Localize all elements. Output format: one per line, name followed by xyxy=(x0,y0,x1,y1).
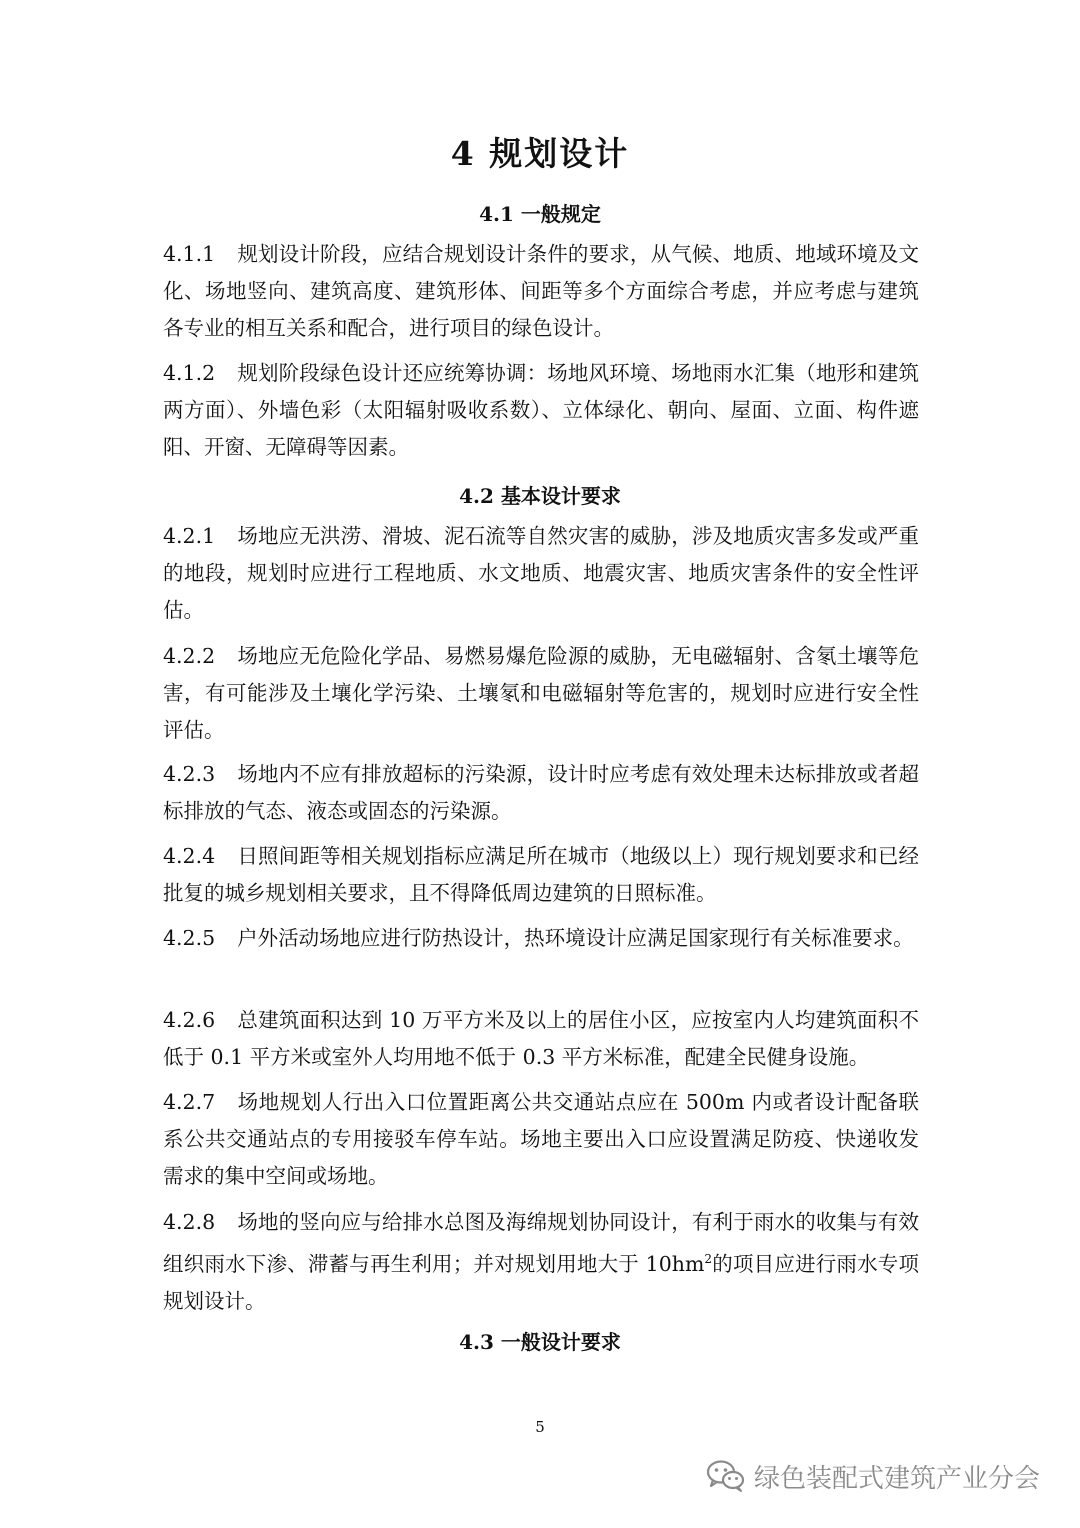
clause-4-2-6 xyxy=(163,1002,919,1076)
clause-number: 4.2.2 xyxy=(163,644,216,668)
wechat-icon xyxy=(706,1459,746,1493)
watermark xyxy=(706,1456,1040,1496)
clause-number: 4.2.5 xyxy=(163,926,216,950)
clause-4-2-2 xyxy=(163,638,919,749)
clause-text: 场地规划人行出入口位置距离公共交通站点应在 500m 内或者设计配备联系公共交通站点的专用接驳车停车站。场地主要出入口应设置满足防疫、快递收发需求的集中空间或场地。 xyxy=(163,1090,919,1188)
clause-number: 4.1.1 xyxy=(163,242,216,266)
clause-number: 4.2.4 xyxy=(163,844,216,868)
clause-4-2-5 xyxy=(163,920,919,957)
clause-text: 户外活动场地应进行防热设计，热环境设计应满足国家现行有关标准要求。 xyxy=(237,926,914,950)
chapter-title: 4 规划设计 xyxy=(450,134,630,173)
clause-text: 场地应无危险化学品、易燃易爆危险源的威胁，无电磁辐射、含氡土壤等危害，有可能涉及土壤化学污染、土壤氡和电磁辐射等危害的，规划时应进行安全性评估。 xyxy=(163,644,919,742)
clause-text: 规划设计阶段，应结合规划设计条件的要求，从气候、地质、地域环境及文化、场地竖向、建筑高度、建筑形体、间距等多个方面综合考虑，并应考虑与建筑各专业的相互关系和配合，进行项目的绿色设计。 xyxy=(163,242,919,340)
clause-number: 4.2.1 xyxy=(163,524,216,548)
clause-number: 4.2.7 xyxy=(163,1090,216,1114)
clause-number: 4.2.6 xyxy=(163,1008,216,1032)
watermark-text: 绿色装配式建筑产业分会 xyxy=(754,1463,1041,1494)
clause-text: 场地应无洪涝、滑坡、泥石流等自然灾害的威胁，涉及地质灾害多发或严重的地段，规划时应进行工程地质、水文地质、地震灾害、地质灾害条件的安全性评估。 xyxy=(163,524,919,622)
clause-4-2-8 xyxy=(163,1204,919,1320)
clause-text: 场地内不应有排放超标的污染源，设计时应考虑有效处理未达标排放或者超标排放的气态、液态或固态的污染源。 xyxy=(163,762,919,823)
superscript: 2 xyxy=(704,1252,713,1266)
clause-4-2-1 xyxy=(163,518,919,629)
clause-4-1-2 xyxy=(163,355,919,466)
clause-4-2-4 xyxy=(163,838,919,912)
clause-number: 4.2.3 xyxy=(163,762,216,786)
page-number: 5 xyxy=(535,1418,545,1436)
section-title-4-3: 4.3 一般设计要求 xyxy=(459,1330,621,1354)
clause-4-2-3 xyxy=(163,756,919,830)
clause-text: 总建筑面积达到 10 万平方米及以上的居住小区，应按室内人均建筑面积不低于 0.1 平方米或室外人均用地不低于 0.3 平方米标准，配建全民健身设施。 xyxy=(163,1008,919,1069)
clause-text-after: 的项目应进行雨水专项规划设计。 xyxy=(163,1251,920,1313)
clause-4-1-1 xyxy=(163,236,919,347)
clause-number: 4.1.2 xyxy=(163,361,216,385)
section-title-4-2: 4.2 基本设计要求 xyxy=(459,484,621,508)
section-title-4-1: 4.1 一般规定 xyxy=(479,202,601,226)
clause-text: 规划阶段绿色设计还应统筹协调：场地风环境、场地雨水汇集（地形和建筑两方面）、外墙色彩（太阳辐射吸收系数）、立体绿化、朝向、屋面、立面、构件遮阳、开窗、无障碍等因素。 xyxy=(163,361,919,459)
clause-text: 日照间距等相关规划指标应满足所在城市（地级以上）现行规划要求和已经批复的城乡规划相关要求，且不得降低周边建筑的日照标准。 xyxy=(163,844,919,905)
clause-text-before: 场地的竖向应与给排水总图及海绵规划协同设计，有利于雨水的收集与有效组织雨水下渗、滞蓄与再生利用；并对规划用地大于 10hm xyxy=(163,1210,919,1276)
clause-number: 4.2.8 xyxy=(163,1210,216,1234)
clause-4-2-7 xyxy=(163,1084,919,1195)
